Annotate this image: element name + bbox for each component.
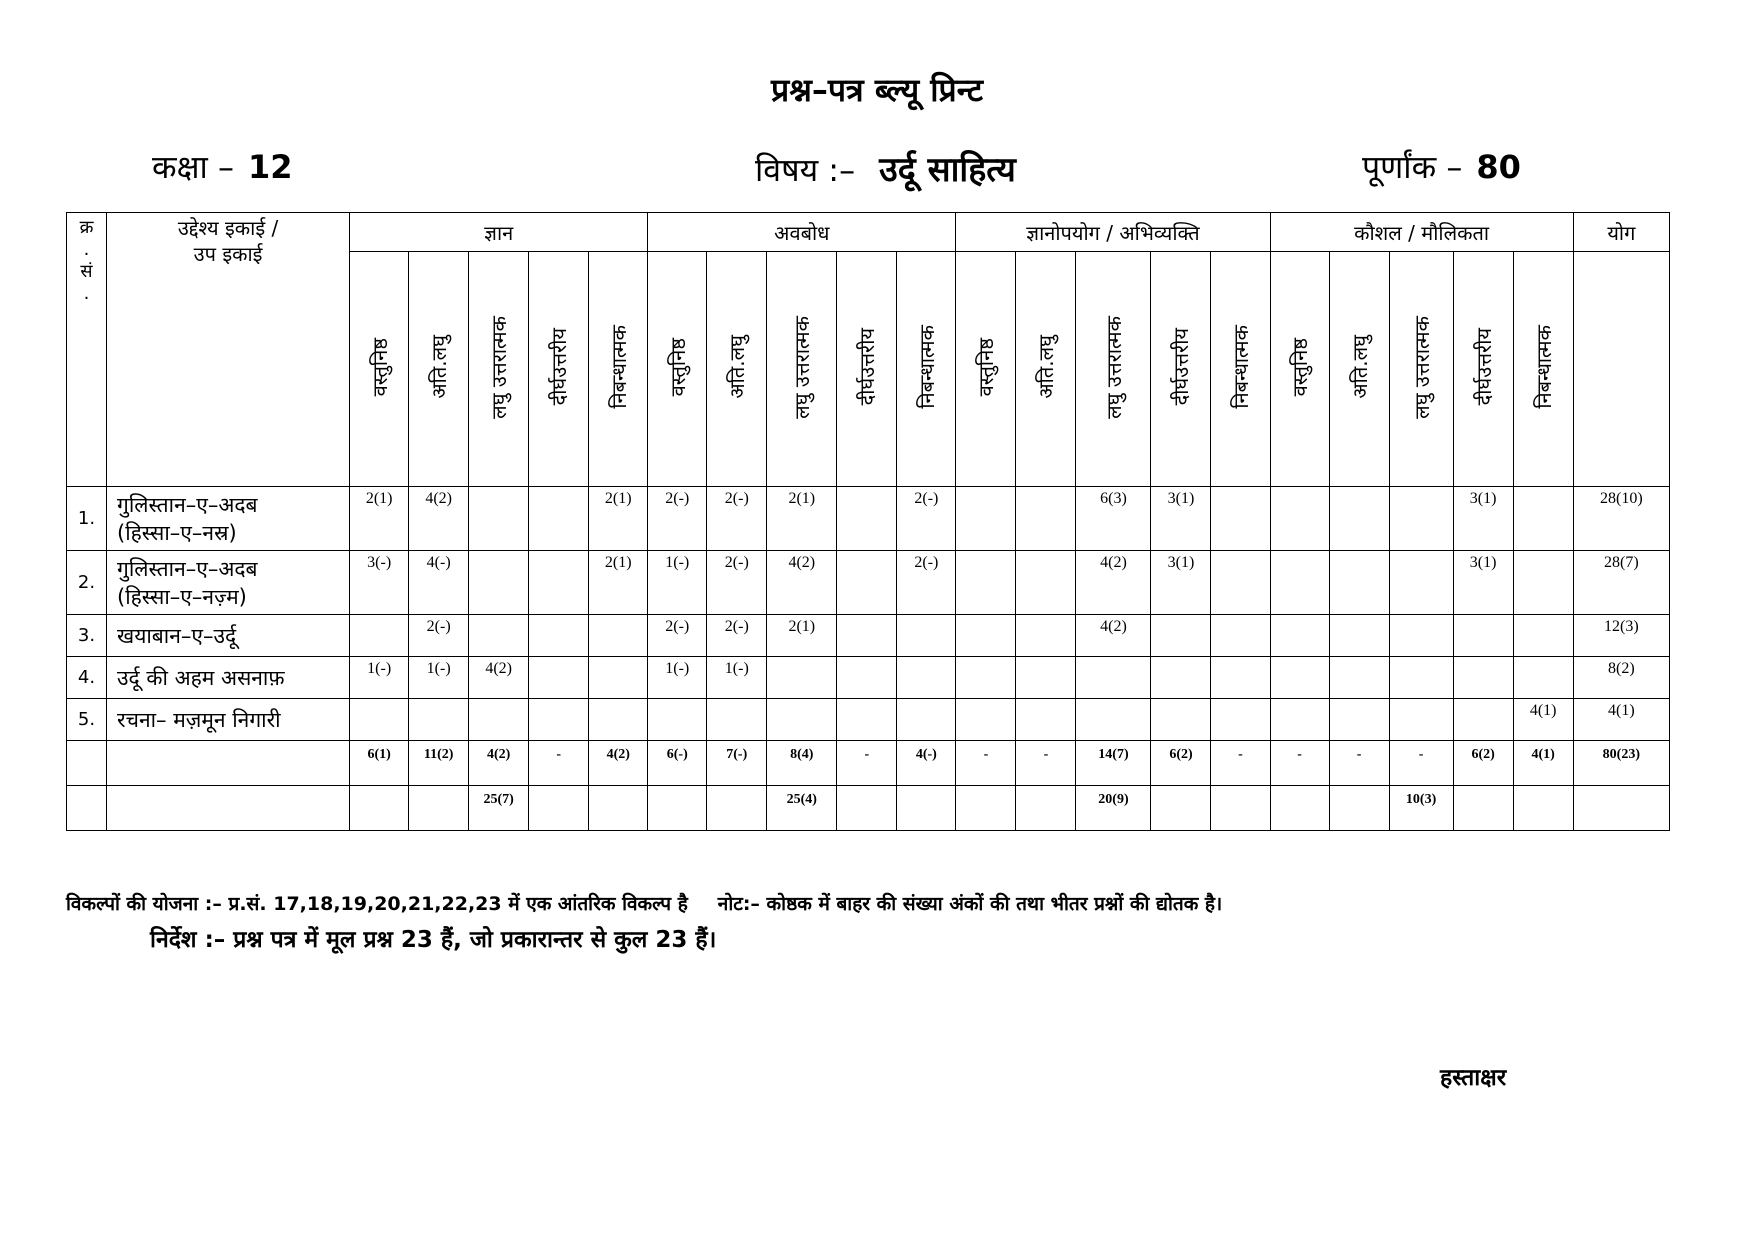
unit-name-line: गुलिस्तान–ए–अदब [117,492,258,517]
subheader-essay: निबन्धात्मक [589,252,648,487]
mark-cell: 3(-) [350,551,409,615]
subtotal-cell: - [1389,741,1453,786]
mark-cell: 2(1) [589,551,648,615]
blank-cell [529,786,589,831]
mark-cell [1016,657,1076,699]
mark-cell [1329,487,1389,551]
options-scheme: विकल्पों की योजना :– प्र.सं. 17,18,19,20,21,22,23 में एक आंतरिक विकल्प है [66,893,688,915]
subtotal-cell: - [956,741,1016,786]
mark-cell [1513,551,1573,615]
subtotal-cell: 14(7) [1076,741,1151,786]
mark-cell [956,699,1016,741]
mark-cell [1076,657,1151,699]
grand-total: 80(23) [1573,741,1669,786]
mark-cell [1016,615,1076,657]
mark-cell [589,657,648,699]
subtotal-cell: - [837,741,897,786]
mark-cell: 2(1) [767,487,837,551]
subheader-very-short: अति.लघु [1016,252,1076,487]
group-header-knowledge: ज्ञान [350,213,648,252]
subtotal-cell: 11(2) [409,741,469,786]
row-total: 8(2) [1573,657,1669,699]
mark-cell [1389,487,1453,551]
mark-cell [897,657,956,699]
mark-cell [1389,699,1453,741]
mark-cell [529,615,589,657]
subheader-essay: निबन्धात्मक [1211,252,1270,487]
group-total-cell: 20(9) [1076,786,1151,831]
mark-cell [1211,487,1270,551]
subtotal-cell: 7(-) [707,741,767,786]
row-total: 28(10) [1573,487,1669,551]
marks-info [1362,145,1521,188]
mark-cell [1016,487,1076,551]
mark-cell: 2(1) [767,615,837,657]
mark-cell [409,699,469,741]
mark-cell [589,615,648,657]
mark-cell [1211,551,1270,615]
row-serial: 1. [67,487,107,551]
subtotal-cell: 6(2) [1453,741,1513,786]
blank-cell [107,786,350,831]
subheader-short-answer: लघु उत्तरात्मक [767,252,837,487]
table-row [67,657,1670,699]
subtotal-cell: 4(-) [897,741,956,786]
mark-cell [767,657,837,699]
class-value: 12 [247,148,293,186]
blank-cell [1329,786,1389,831]
mark-cell: 4(2) [1076,615,1151,657]
mark-cell: 2(-) [409,615,469,657]
mark-cell [956,551,1016,615]
mark-cell [1389,657,1453,699]
mark-cell [1211,615,1270,657]
mark-cell [1270,551,1329,615]
mark-cell [837,657,897,699]
mark-cell: 2(-) [648,615,707,657]
unit-name-line: गुलिस्तान–ए–अदब [117,556,258,581]
row-serial: 3. [67,615,107,657]
mark-cell [350,699,409,741]
subheader-short-answer: लघु उत्तरात्मक [1389,252,1453,487]
mark-cell [1151,657,1211,699]
blank-cell [589,786,648,831]
row-serial: 2. [67,551,107,615]
mark-cell: 2(-) [897,487,956,551]
signature-label: हस्ताक्षर [1440,1065,1507,1091]
blank-cell [1211,786,1270,831]
mark-cell: 2(1) [589,487,648,551]
blank-cell [648,786,707,831]
mark-cell [1453,615,1513,657]
mark-cell [1389,551,1453,615]
mark-cell [1329,615,1389,657]
subheader-very-short: अति.लघु [409,252,469,487]
subtotal-cell: 8(4) [767,741,837,786]
row-unit-name [107,657,350,699]
subheader-objective: वस्तुनिष्ठ [350,252,409,487]
group-header-application: ज्ञानोपयोग / अभिव्यक्ति [956,213,1270,252]
mark-cell [529,551,589,615]
subheader-objective: वस्तुनिष्ठ [956,252,1016,487]
blank-cell [409,786,469,831]
mark-cell: 4(2) [767,551,837,615]
mark-cell: 1(-) [350,657,409,699]
mark-cell [1151,615,1211,657]
class-info [152,145,293,188]
mark-cell [1151,699,1211,741]
unit-name-line: उर्दू की अहम असनाफ़ [117,665,285,690]
blank-cell [350,786,409,831]
mark-cell [1329,657,1389,699]
subheader-objective: वस्तुनिष्ठ [648,252,707,487]
total-header: योग [1573,213,1669,252]
subtotal-cell: 6(1) [350,741,409,786]
mark-cell: 2(-) [707,551,767,615]
unit-header: उद्देश्य इकाई / उप इकाई [107,213,350,487]
subtotal-cell: - [1211,741,1270,786]
mark-cell: 4(1) [1513,699,1573,741]
mark-cell: 4(-) [409,551,469,615]
subheader-short-answer: लघु उत्तरात्मक [469,252,529,487]
blank-cell [707,786,767,831]
group-total-row [67,786,1670,831]
mark-cell [529,699,589,741]
mark-cell [1513,657,1573,699]
mark-cell [956,657,1016,699]
blank-cell [837,786,897,831]
subheader-essay: निबन्धात्मक [897,252,956,487]
subtotal-row [67,741,1670,786]
subheader-total-blank [1573,252,1669,487]
subtotal-cell: 4(2) [469,741,529,786]
mark-cell [1211,699,1270,741]
blank-cell [1453,786,1513,831]
row-unit-name [107,551,350,615]
mark-cell: 1(-) [648,657,707,699]
mark-cell [529,657,589,699]
mark-cell [469,699,529,741]
options-note [66,890,1222,916]
subtotal-cell: 6(-) [648,741,707,786]
blank-cell [67,741,107,786]
row-total: 28(7) [1573,551,1669,615]
mark-cell [837,551,897,615]
row-unit-name [107,615,350,657]
subtotal-cell: 6(2) [1151,741,1211,786]
row-serial: 5. [67,699,107,741]
group-header-understanding: अवबोध [648,213,956,252]
group-header-skill: कौशल / मौलिकता [1270,213,1573,252]
mark-cell: 3(1) [1453,487,1513,551]
mark-cell: 1(-) [409,657,469,699]
mark-cell: 3(1) [1151,487,1211,551]
mark-cell [707,699,767,741]
mark-cell [1270,487,1329,551]
mark-cell [837,699,897,741]
mark-cell [529,487,589,551]
subtotal-cell: 4(2) [589,741,648,786]
group-total-cell: 25(7) [469,786,529,831]
mark-cell [1270,615,1329,657]
blank-cell [1270,786,1329,831]
mark-cell [897,699,956,741]
mark-cell [956,487,1016,551]
subheader-long-answer: दीर्घउत्तरीय [837,252,897,487]
row-total: 4(1) [1573,699,1669,741]
marks-value: 80 [1476,148,1521,186]
mark-cell [469,615,529,657]
blank-cell [1573,786,1669,831]
mark-cell [469,487,529,551]
mark-cell: 4(2) [409,487,469,551]
row-unit-name [107,487,350,551]
blank-cell [897,786,956,831]
mark-cell: 4(2) [1076,551,1151,615]
mark-cell [837,615,897,657]
mark-cell [1211,657,1270,699]
subject-value: उर्दू साहित्य [879,150,1016,190]
bracket-note: नोट:– कोष्ठक में बाहर की संख्या अंकों की तथा भीतर प्रश्नों की द्योतक है। [717,893,1223,915]
mark-cell [1453,657,1513,699]
subheader-essay: निबन्धात्मक [1513,252,1573,487]
row-serial: 4. [67,657,107,699]
group-total-cell: 25(4) [767,786,837,831]
blank-cell [956,786,1016,831]
subheader-long-answer: दीर्घउत्तरीय [1151,252,1211,487]
mark-cell [1513,615,1573,657]
blank-cell [1513,786,1573,831]
mark-cell [1270,657,1329,699]
class-label: कक्षा – [152,148,234,186]
blank-cell [67,786,107,831]
subheader-objective: वस्तुनिष्ठ [1270,252,1329,487]
mark-cell [1270,699,1329,741]
mark-cell [956,615,1016,657]
mark-cell [897,615,956,657]
mark-cell: 1(-) [648,551,707,615]
table-row [67,699,1670,741]
marks-label: पूर्णांक – [1362,148,1463,186]
subtotal-cell: - [1270,741,1329,786]
mark-cell: 1(-) [707,657,767,699]
blueprint-table [66,212,1670,831]
group-total-cell: 10(3) [1389,786,1453,831]
unit-name-line: (हिस्सा–ए–नस्र) [117,520,237,545]
mark-cell [1513,487,1573,551]
subject-label: विषय :– [755,151,856,189]
mark-cell: 2(-) [897,551,956,615]
mark-cell: 2(1) [350,487,409,551]
unit-name-line: खयाबान–ए–उर्दू [117,623,237,648]
subtotal-cell: - [1016,741,1076,786]
mark-cell [1076,699,1151,741]
blank-cell [1016,786,1076,831]
mark-cell [1016,551,1076,615]
subtotal-cell: 4(1) [1513,741,1573,786]
page-title: प्रश्न–पत्र ब्ल्यू प्रिन्ट [771,71,983,109]
subheader-very-short: अति.लघु [1329,252,1389,487]
row-unit-name [107,699,350,741]
subheader-long-answer: दीर्घउत्तरीय [1453,252,1513,487]
mark-cell: 2(-) [648,487,707,551]
subtotal-cell: - [1329,741,1389,786]
mark-cell [350,615,409,657]
instruction-note: निर्देश :– प्रश्न पत्र में मूल प्रश्न 23 हैं, जो प्रकारान्तर से कुल 23 हैं। [150,927,717,953]
mark-cell [1016,699,1076,741]
blank-cell [107,741,350,786]
mark-cell [1453,699,1513,741]
subtotal-cell: - [529,741,589,786]
subheader-short-answer: लघु उत्तरात्मक [1076,252,1151,487]
mark-cell [837,487,897,551]
mark-cell: 2(-) [707,615,767,657]
mark-cell [648,699,707,741]
subheader-long-answer: दीर्घउत्तरीय [529,252,589,487]
table-row [67,551,1670,615]
mark-cell: 6(3) [1076,487,1151,551]
table-row [67,487,1670,551]
mark-cell [1329,551,1389,615]
subheader-very-short: अति.लघु [707,252,767,487]
unit-name-line: (हिस्सा–ए–नज़्म) [117,584,247,609]
serial-number-header: क्र . सं . [67,213,107,487]
mark-cell [1329,699,1389,741]
mark-cell: 4(2) [469,657,529,699]
mark-cell [1389,615,1453,657]
subject-info [755,145,1016,191]
mark-cell: 3(1) [1453,551,1513,615]
table-row [67,615,1670,657]
blank-cell [1151,786,1211,831]
mark-cell: 3(1) [1151,551,1211,615]
unit-name-line: रचना– मज़मून निगारी [117,707,281,732]
mark-cell [589,699,648,741]
mark-cell [469,551,529,615]
row-total: 12(3) [1573,615,1669,657]
mark-cell [767,699,837,741]
mark-cell: 2(-) [707,487,767,551]
